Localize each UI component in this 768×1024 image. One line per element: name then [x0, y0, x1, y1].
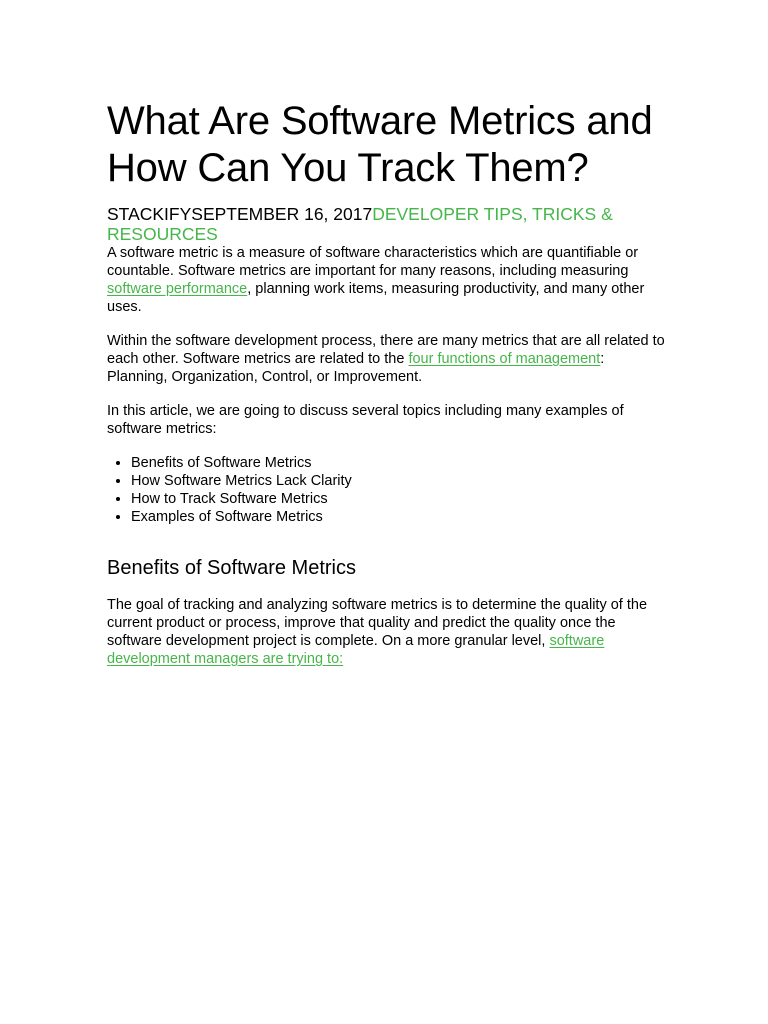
publish-date: SEPTEMBER 16, 2017 [191, 204, 373, 224]
list-item: • How Software Metrics Lack Clarity [131, 472, 667, 490]
process-text-end: : Planning, Organization, Control, or Improvement. [107, 351, 605, 385]
article-title: What Are Software Metrics and How Can You Track Them? [107, 99, 653, 190]
list-item: • How to Track Software Metrics [131, 490, 667, 508]
process-paragraph [107, 332, 667, 386]
intro-paragraph [107, 244, 667, 316]
managers-link[interactable]: software development managers are trying to: [107, 633, 605, 667]
author: STACKIFY [107, 204, 192, 224]
process-text-start: Within the software development process, there are many metrics that are all related to each other. Software metrics are related to the [107, 333, 665, 367]
benefits-paragraph [107, 596, 667, 668]
list-item: • Benefits of Software Metrics [131, 454, 667, 472]
article-meta [107, 204, 667, 244]
section-heading-benefits: Benefits of Software Metrics [107, 557, 356, 579]
software-performance-link[interactable]: software performance [107, 281, 248, 297]
four-functions-link[interactable]: four functions of management [408, 351, 601, 367]
intro-text-end: , planning work items, measuring productivity, and many other uses. [107, 281, 645, 315]
benefits-text: The goal of tracking and analyzing software metrics is to determine the quality of the current product or process, improve that quality and predict the quality once the software development project is complete. On a more granular level, [107, 597, 648, 649]
article [107, 98, 667, 684]
intro-text-start: A software metric is a measure of software characteristics which are quantifiable or countable. Software metrics are important for many reasons, including measuring [107, 245, 639, 279]
category-link[interactable]: DEVELOPER TIPS, TRICKS & RESOURCES [107, 204, 613, 244]
topics-list [107, 454, 667, 526]
list-item: • Examples of Software Metrics [131, 508, 667, 526]
topics-intro-paragraph: In this article, we are going to discuss several topics including many examples of software metrics: [107, 403, 624, 437]
